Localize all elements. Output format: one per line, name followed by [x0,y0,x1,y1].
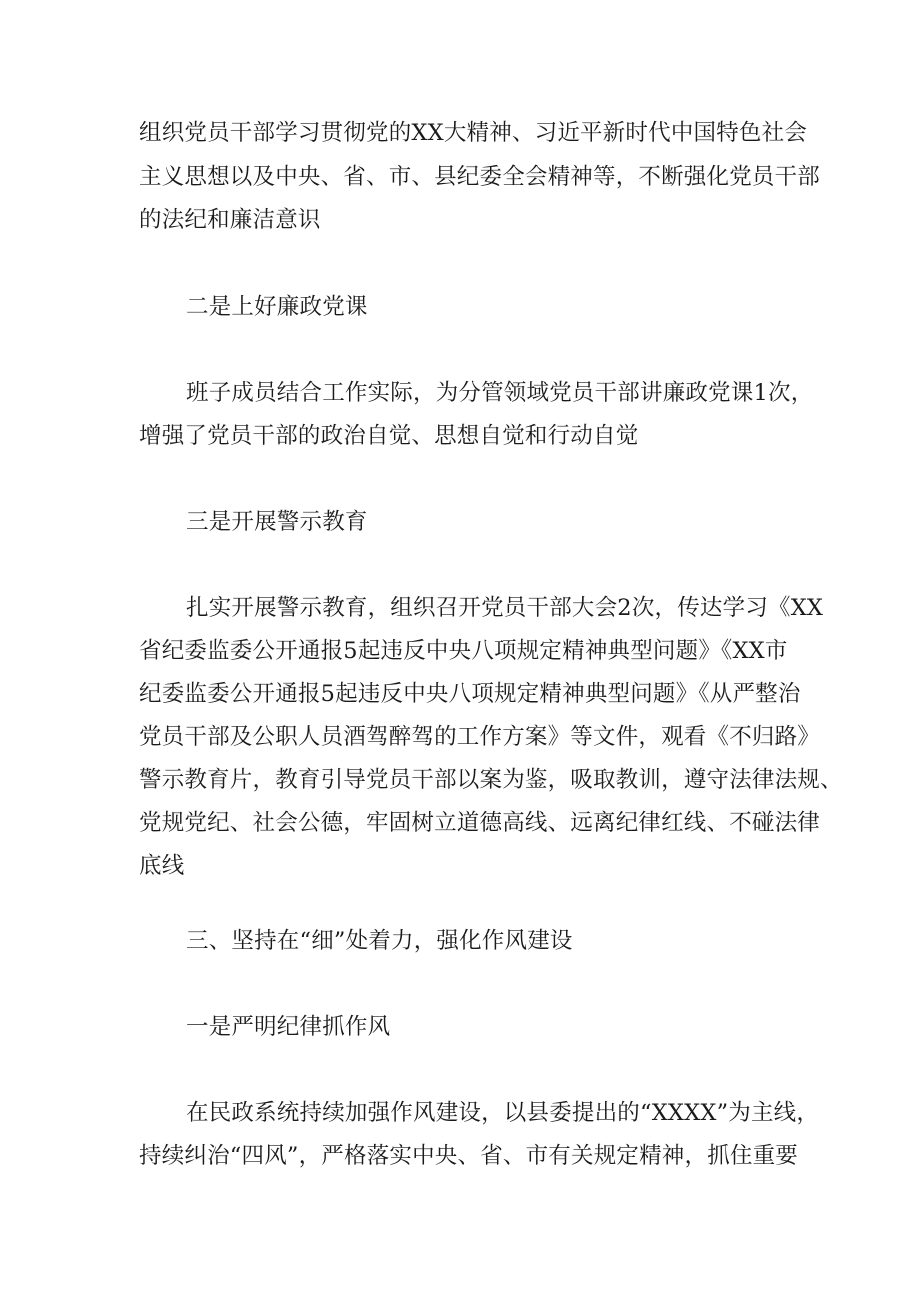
paragraph-line: 底线 [139,853,185,879]
section-heading: 三、坚持在“细”处着力，强化作风建设 [186,928,573,954]
paragraph-line: 警示教育片，教育引导党员干部以案为鉴，吸取教训，遵守法律法规、 [139,767,843,793]
paragraph-line: 在民政系统持续加强作风建设，以县委提出的“XXXX”为主线， [186,1100,820,1126]
subheading: 二是上好廉政党课 [186,294,368,320]
paragraph-line: 主义思想以及中央、省、市、县纪委全会精神等，不断强化党员干部 [139,164,821,190]
paragraph-line: 持续纠治“四风”，严格落实中央、省、市有关规定精神，抓住重要 [139,1143,799,1169]
paragraph-line: 纪委监委公开通报5起违反中央八项规定精神典型问题》《从严整治 [139,681,801,707]
paragraph-line: 组织党员干部学习贯彻党的XX大精神、习近平新时代中国特色社会 [139,120,808,146]
paragraph-line: 增强了党员干部的政治自觉、思想自觉和行动自觉 [139,423,639,449]
paragraph-line: 的法纪和廉洁意识 [139,207,321,233]
paragraph-line: 扎实开展警示教育，组织召开党员干部大会2次，传达学习《XX [186,595,824,621]
paragraph-line: 省纪委监委公开通报5起违反中央八项规定精神典型问题》《XX市 [139,638,788,664]
paragraph-line: 党员干部及公职人员酒驾醉驾的工作方案》等文件，观看《不归路》 [139,724,821,750]
subheading: 三是开展警示教育 [186,509,368,535]
subheading: 一是严明纪律抓作风 [186,1014,391,1040]
paragraph-line: 党规党纪、社会公德，牢固树立道德高线、远离纪律红线、不碰法律 [139,810,821,836]
paragraph-line: 班子成员结合工作实际，为分管领域党员干部讲廉政党课1次， [186,380,814,406]
